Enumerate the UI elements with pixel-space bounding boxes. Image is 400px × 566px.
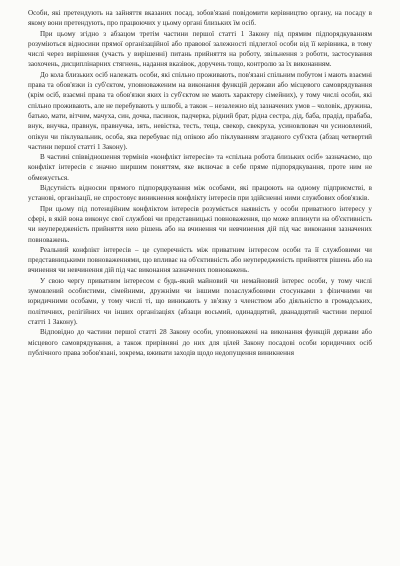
paragraph-9: Відповідно до частини першої статті 28 Закону особи, уповноважені на виконання функцій держави або місцевого самоврядування, а також прирівняні до них для цілей Закону посадові особи юридичних осіб публічного права зобов'язані, зокрема, вживати заходів щодо недопущення виникнення: [28, 328, 372, 357]
paragraph-1: Особи, які претендують на зайняття вказаних посад, зобов'язані повідомити керівництво органу, на посаду в якому вони претендують, про працюючих у цьому органі близьких їм осіб.: [28, 9, 372, 28]
paragraph-4: В частині співвідношення термінів «конфлікт інтересів» та «спільна робота близьких осіб» зазначаємо, що конфлікт інтересів є значно ширшим поняттям, яке включає в себе пряме підпорядкування, проте ним не обмежується.: [28, 153, 372, 182]
paragraph-2: При цьому згідно з абзацом третім частини першої статті 1 Закону під прямим підпорядкуванням розуміються відносини прямої організаційної або правової залежності підлеглої особи від її керівника, в тому числі через вирішення (участь у вирішенні) питань прийняття на роботу, звільнення з роботи, застосування заохочень, дисциплінарних стягнень, надання вказівок, доручень тощо, контролю за їх виконанням.: [28, 29, 372, 69]
paragraph-6: При цьому під потенційним конфліктом інтересів розуміється наявність у особи приватного інтересу у сфері, в якій вона виконує свої службові чи представницькі повноваження, що може вплинути на об'єктивність чи неупередженість прийняття нею рішень або на вчинення чи невчинення дій під час виконання зазначених повноважень.: [28, 204, 372, 244]
paragraph-7: Реальний конфлікт інтересів – це суперечність між приватним інтересом особи та її службовими чи представницькими повноваженнями, що впливає на об'єктивність або неупередженість прийняття рішень або на вчинення чи невчинення дій під час виконання зазначених повноважень.: [28, 245, 372, 275]
paragraph-8: У свою чергу приватним інтересом є будь-який майновий чи немайновий інтерес особи, у тому числі зумовлений особистими, сімейними, дружніми чи іншими позаслужбовими стосунками з фізичними чи юридичними особами, у тому числі ті, що виникають у зв'язку з членством або діяльністю в громадських, політичних, релігійних чи інших організаціях (абзаци восьмий, одинадцятий, дванадцятий частини першої статті 1 Закону).: [28, 276, 372, 326]
paragraph-3: До кола близьких осіб належать особи, які спільно проживають, пов'язані спільним побутом і мають взаємні права та обов'язки із суб'єктом, уповноваженим на виконання функцій держави або місцевого самоврядування (крім осіб, взаємні права та обов'язки яких із суб'єктом не мають характеру сімейних), у тому числі особи, які спільно проживають, але не перебувають у шлюбі, а також – незалежно від зазначених умов – чоловік, дружина, батько, мати, вітчим, мачуха, син, дочка, пасинок, падчерка, рідний брат, рідна сестра, дід, баба, прадід, прабаба, внук, внучка, правнук, правнучка, зять, невістка, тесть, теща, свекор, свекруха, усиновлювач чи усиновлений, опікун чи піклувальник, особа, яка перебуває під опікою або піклуванням згаданого суб'єкта (абзац четвертий частини першої статті 1 Закону).: [28, 70, 372, 151]
paragraph-5: Відсутність відносин прямого підпорядкування між особами, які працюють на одному підприємстві, в установі, організації, не спростовує виникнення конфлікту інтересів при здійсненні ними службових обов'язків.: [28, 184, 372, 203]
